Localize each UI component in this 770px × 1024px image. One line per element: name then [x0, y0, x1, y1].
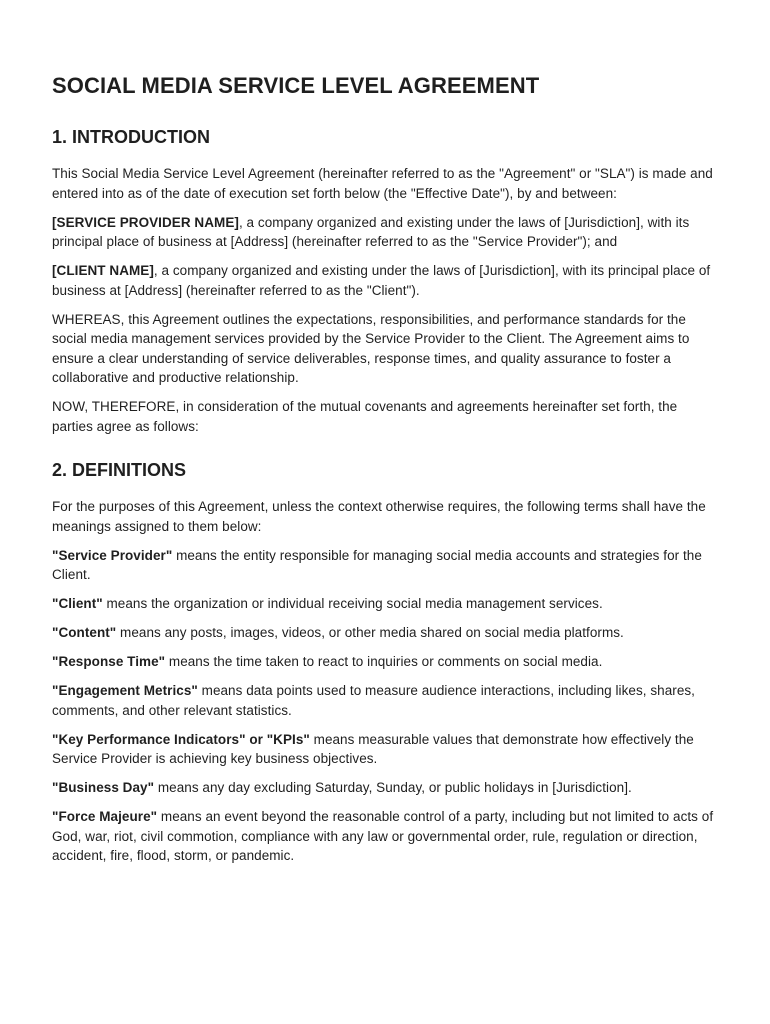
- definition-text: means the organization or individual receiving social media management services.: [102, 596, 603, 611]
- definition-term: "Force Majeure": [52, 809, 158, 824]
- definition-service-provider: [52, 546, 718, 585]
- definition-text: means any posts, images, videos, or other media shared on social media platforms.: [116, 625, 624, 640]
- definitions-intro-paragraph: [52, 497, 718, 536]
- definition-client: [52, 594, 718, 614]
- definition-text: means the entity responsible for managing social media accounts and strategies for the Client.: [52, 547, 702, 582]
- definition-text: means data points used to measure audience interactions, including likes, shares, comments, and other relevant statistics.: [52, 683, 695, 718]
- client-party-text: , a company organized and existing under the laws of [Jurisdiction], with its principal place of business at [Address] (hereinafter referred to as the "Client").: [52, 263, 711, 298]
- client-name-placeholder: [CLIENT NAME]: [52, 263, 154, 278]
- definition-term: "Service Provider": [52, 547, 173, 563]
- service-provider-party-text: , a company organized and existing under the laws of [Jurisdiction], with its principal place of business at [Address] (hereinafter referred to as the "Service Provider"); and: [52, 214, 690, 249]
- whereas-paragraph: [52, 310, 718, 388]
- intro-paragraph-text: This Social Media Service Level Agreement (hereinafter referred to as the "Agreement" or "SLA") is made and entered into as of the date of execution set forth below (the "Effective Date"), by and between:: [52, 166, 713, 201]
- definition-content: [52, 623, 718, 643]
- definitions-intro-text: For the purposes of this Agreement, unless the context otherwise requires, the following terms shall have the meanings assigned to them below:: [52, 499, 706, 534]
- service-provider-party-paragraph: [52, 213, 718, 252]
- client-party-paragraph: [52, 261, 718, 300]
- now-therefore-paragraph: [52, 397, 718, 436]
- definition-business-day: [52, 778, 718, 798]
- definition-engagement-metrics: [52, 681, 718, 720]
- section-heading-definitions: 2. DEFINITIONS: [52, 460, 187, 480]
- definition-term: "Engagement Metrics": [52, 683, 198, 698]
- now-therefore-text: NOW, THEREFORE, in consideration of the mutual covenants and agreements hereinafter set forth, the parties agree as follows:: [52, 399, 678, 434]
- definition-text: means an event beyond the reasonable control of a party, including but not limited to acts of God, war, riot, civil commotion, compliance with any law or governmental order, rule, regulation or direction, accident, fire, flood, storm, or pandemic.: [52, 809, 714, 863]
- definition-term: "Business Day": [52, 780, 155, 795]
- whereas-text: WHEREAS, this Agreement outlines the expectations, responsibilities, and performance standards for the social media management services provided by the Service Provider to the Client. The Agreement aims to ensure a clear understanding of service deliverables, response times, and quality assurance to foster a collaborative and productive relationship.: [52, 311, 690, 385]
- definition-term: "Key Performance Indicators" or "KPIs": [52, 731, 310, 747]
- definition-term: "Content": [52, 625, 117, 640]
- definition-text: means the time taken to react to inquiries or comments on social media.: [165, 654, 603, 669]
- document-title: SOCIAL MEDIA SERVICE LEVEL AGREEMENT: [52, 73, 540, 98]
- definition-response-time: [52, 652, 718, 672]
- definition-text: means measurable values that demonstrate how effectively the Service Provider is achieving key business objectives.: [52, 731, 694, 766]
- definition-kpis: [52, 730, 718, 769]
- definition-term: "Response Time": [52, 654, 166, 669]
- section-heading-introduction: 1. INTRODUCTION: [52, 127, 211, 147]
- definition-term: "Client": [52, 596, 103, 611]
- service-provider-name-placeholder: [SERVICE PROVIDER NAME]: [52, 214, 239, 230]
- intro-paragraph: [52, 164, 718, 203]
- definition-text: means any day excluding Saturday, Sunday, or public holidays in [Jurisdiction].: [154, 780, 632, 795]
- definition-force-majeure: [52, 807, 718, 866]
